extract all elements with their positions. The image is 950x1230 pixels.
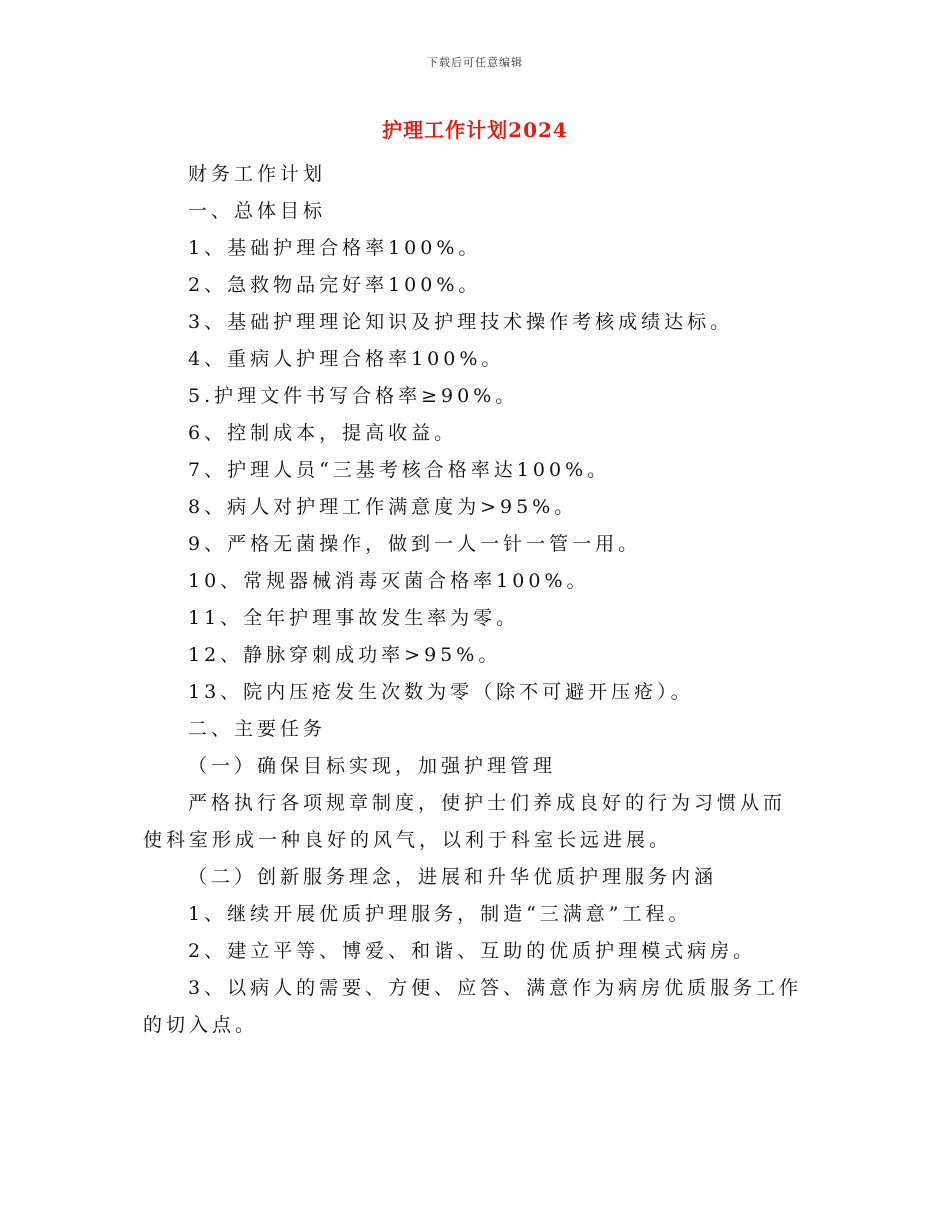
goal-item: 12、静脉穿刺成功率>95%。 bbox=[188, 644, 502, 666]
section-heading-finance-plan: 财务工作计划 bbox=[188, 163, 327, 185]
goal-item: 3、基础护理理论知识及护理技术操作考核成绩达标。 bbox=[188, 311, 734, 333]
task-item: 2、建立平等、博爱、和谐、互助的优质护理模式病房。 bbox=[188, 940, 757, 962]
goal-item: 4、重病人护理合格率100%。 bbox=[188, 348, 505, 370]
goal-item: 11、全年护理事故发生率为零。 bbox=[188, 607, 520, 629]
goal-item: 13、院内压疮发生次数为零（除不可避开压疮）。 bbox=[188, 681, 694, 703]
goal-item: 6、控制成本，提高收益。 bbox=[188, 422, 458, 444]
page-header-note: 下载后可任意编辑 bbox=[427, 56, 523, 69]
goal-item: 8、病人对护理工作满意度为>95%。 bbox=[188, 496, 578, 518]
subsection-heading: （一）确保目标实现，加强护理管理 bbox=[188, 755, 557, 777]
goal-item: 9、严格无菌操作，做到一人一针一管一用。 bbox=[188, 533, 642, 555]
subsection-heading: （二）创新服务理念，进展和升华优质护理服务内涵 bbox=[188, 866, 718, 888]
goal-item: 7、护理人员“三基考核合格率达100%。 bbox=[188, 459, 611, 481]
goal-item: 2、急救物品完好率100%。 bbox=[188, 274, 482, 296]
document-body bbox=[143, 156, 803, 1044]
task-item: 3、以病人的需要、方便、应答、满意作为病房优质服务工作的切入点。 bbox=[143, 977, 803, 1036]
section-heading-main-tasks: 二、主要任务 bbox=[188, 718, 327, 740]
task-item: 1、继续开展优质护理服务，制造“三满意”工程。 bbox=[188, 903, 692, 925]
goal-item: 1、基础护理合格率100%。 bbox=[188, 237, 482, 259]
goal-item: 10、常规器械消毒灭菌合格率100%。 bbox=[188, 570, 590, 592]
body-paragraph: 严格执行各项规章制度，使护士们养成良好的行为习惯从而使科室形成一种良好的风气，以利于科室长远进展。 bbox=[143, 792, 787, 851]
goal-item: 5.护理文件书写合格率≥90%。 bbox=[188, 385, 519, 407]
section-heading-overall-goals: 一、总体目标 bbox=[188, 200, 327, 222]
document-title: 护理工作计划2024 bbox=[382, 118, 568, 142]
